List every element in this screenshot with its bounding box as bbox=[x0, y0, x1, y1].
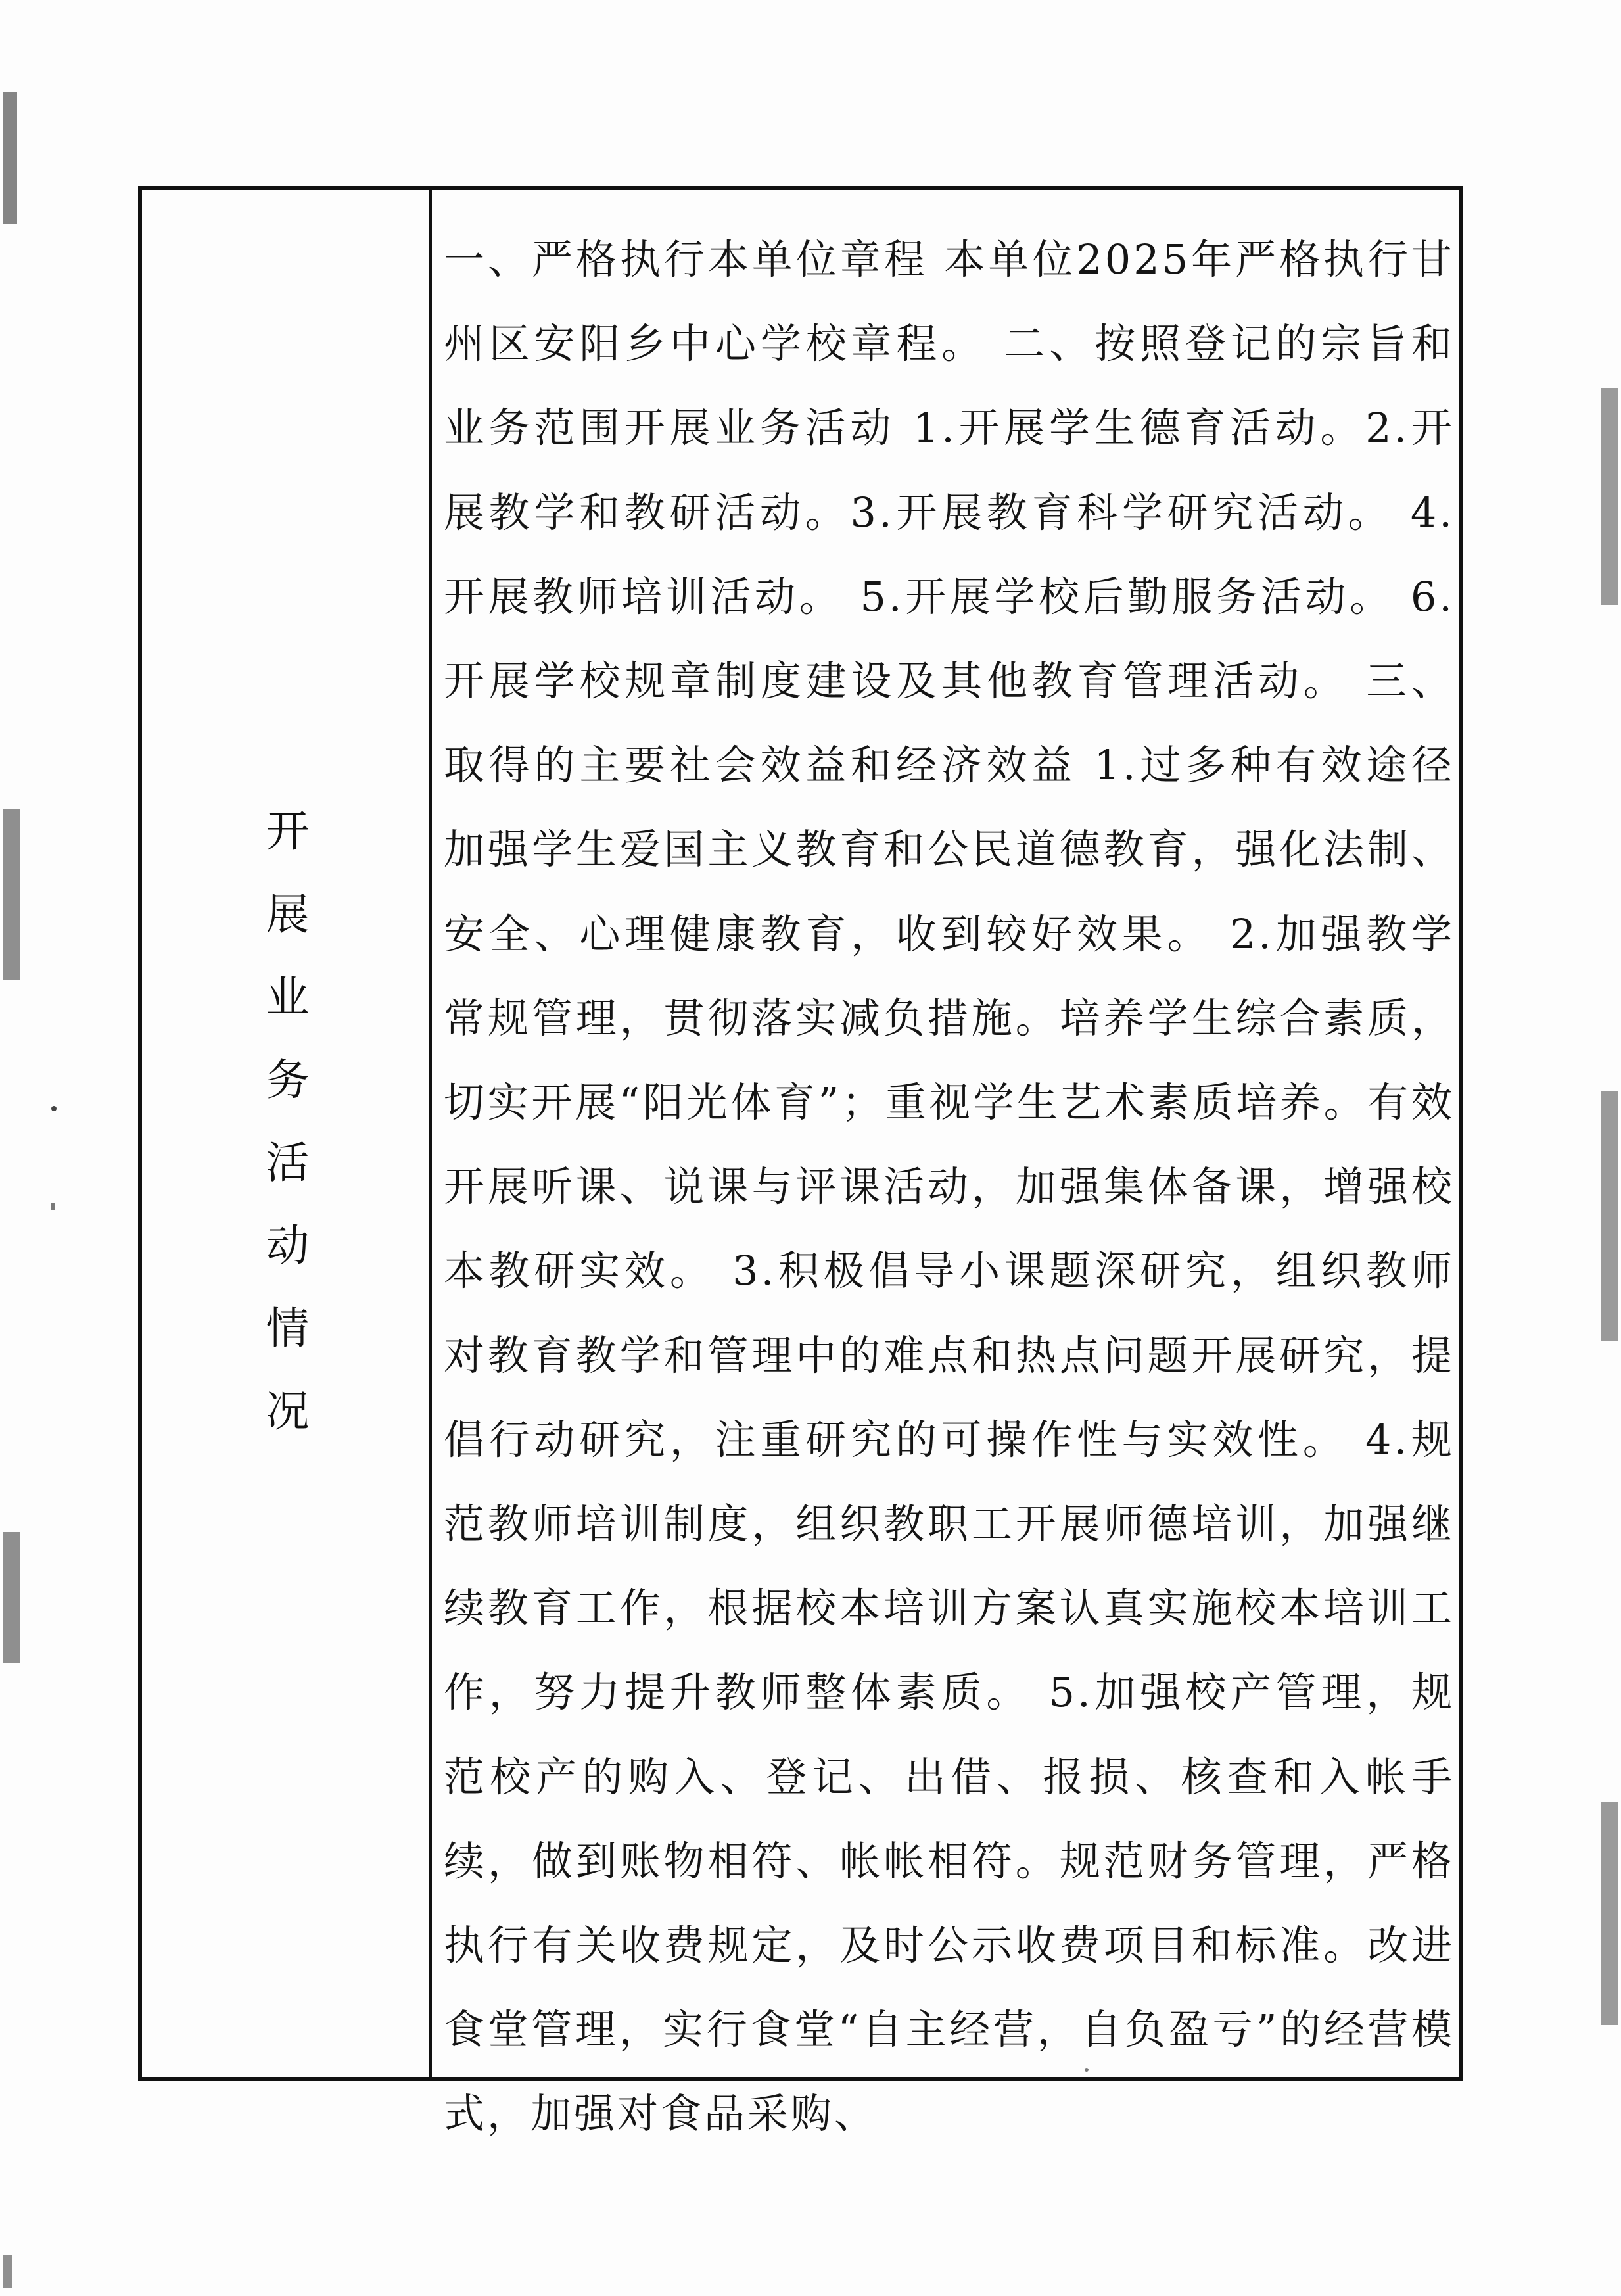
scan-noise-left-3 bbox=[3, 1532, 20, 1663]
activity-content: 一、严格执行本单位章程 本单位2025年严格执行甘州区安阳乡中心学校章程。 二、按照登记的宗旨和业务范围开展业务活动 1.开展学生德育活动。2.开展教学和教研活动。3.开展教育科学研究活动。 4.开展教师培训活动。 5.开展学校后勤服务活动。 6.开展学校规章制度建设及其他教育管理活动。 三、取得的主要社会效益和经济效益 1.过多种有效途径加强学生爱国主义教育和公民道德教育，强化法制、安全、心理健康教育，收到较好效果。 2.加强教学常规管理，贯彻落实减负措施。培养学生综合素质，切实开展“阳光体育”；重视学生艺术素质培养。有效开展听课、说课与评课活动，加强集体备课，增强校本教研实效。 3.积极倡导小课题深研究，组织教师对教育教学和管理中的难点和热点问题开展研究，提倡行动研究，注重研究的可操作性与实效性。 4.规范教师培训制度，组织教职工开展师德培训，加强继续教育工作，根据校本培训方案认真实施校本培训工作，努力提升教师整体素质。 5.加强校产管理，规范校产的购入、登记、出借、报损、核查和入帐手续，做到账物相符、帐帐相符。规范财务管理，严格执行有关收费规定，及时公示收费项目和标准。改进食堂管理，实行食堂“自主经营，自负盈亏”的经营模式，加强对食品采购、 bbox=[444, 235, 1455, 2138]
scan-noise-left-2 bbox=[3, 809, 20, 980]
scan-noise-right-2 bbox=[1601, 1091, 1618, 1341]
scan-noise-right-3 bbox=[1601, 1802, 1618, 2025]
content-cell bbox=[432, 190, 1459, 2138]
scan-dot-1 bbox=[51, 1106, 57, 1111]
activity-label: 开展业务活动情况 bbox=[258, 808, 309, 1471]
scan-dot-2 bbox=[51, 1203, 55, 1210]
scan-noise-right-1 bbox=[1601, 388, 1618, 605]
label-cell bbox=[142, 190, 429, 2077]
activity-table bbox=[138, 186, 1463, 2138]
scan-noise-left-4 bbox=[3, 2255, 12, 2288]
scan-noise-left-1 bbox=[3, 92, 17, 224]
